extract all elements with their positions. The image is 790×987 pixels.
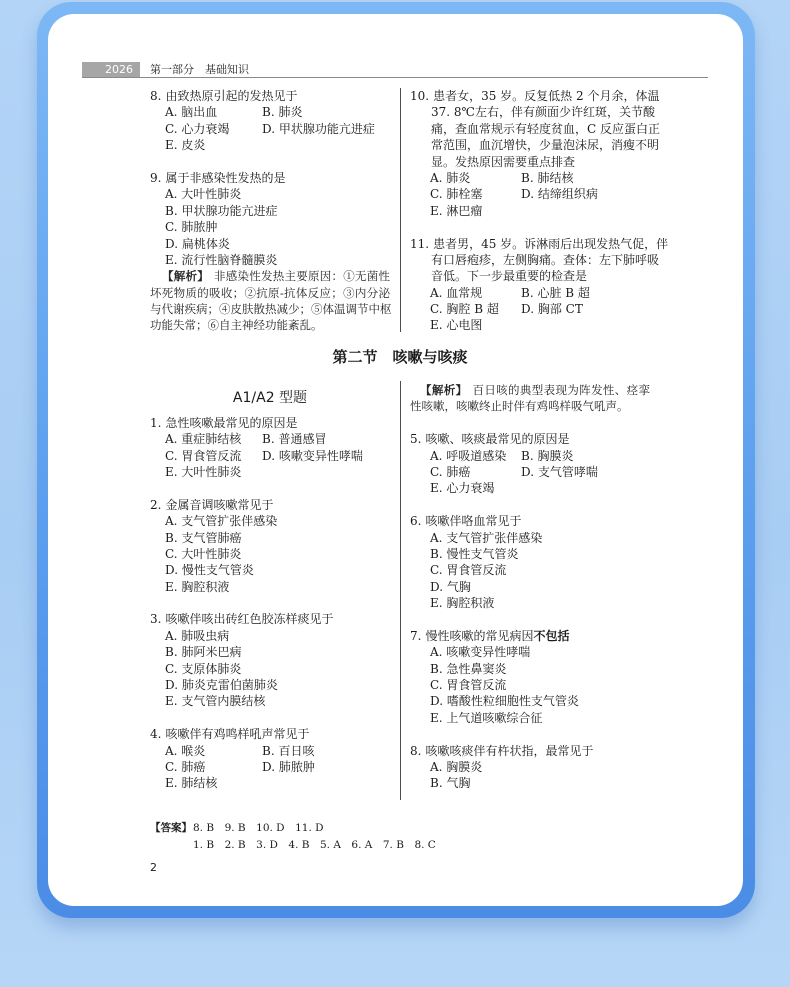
question-stem-line: 常范围，血沉增快，少量泡沫尿，消瘦不明: [431, 138, 660, 153]
analysis-text: 非感染性发热主要原因：①无菌性: [214, 269, 390, 284]
option-row: [410, 186, 650, 202]
option-c: C. 胃食管反流: [430, 678, 507, 693]
analysis-line: 性咳嗽，咳嗽终止时伴有鸡鸣样吸气吼声。: [410, 399, 629, 414]
question-block: [410, 743, 650, 792]
question-stem: 慢性咳嗽的常见病因: [425, 628, 534, 643]
question-block: [150, 415, 390, 481]
question-block: [410, 88, 660, 219]
header-year: 2026: [82, 62, 140, 78]
section-left-column: [150, 382, 390, 808]
question-stem: 患者女，35 岁。反复低热 2 个月余，体温: [433, 89, 660, 103]
option-c: C. 支原体肺炎: [165, 661, 242, 676]
analysis: [150, 268, 390, 334]
option-e: E. 心力衰竭: [430, 481, 495, 496]
option-e: E. 大叶性肺炎: [165, 464, 242, 479]
question-stem-line: [150, 170, 390, 186]
option-d: D. 结缔组织病: [521, 187, 598, 202]
option-b: B. 胸膜炎: [521, 448, 574, 463]
option-a: A. 喉炎: [165, 743, 206, 758]
question-number: 3.: [150, 612, 162, 627]
question-block: [150, 497, 390, 595]
question-block: [150, 170, 390, 334]
question-block: [150, 726, 390, 792]
column-divider: [400, 381, 401, 800]
option-e: E. 上气道咳嗽综合征: [430, 710, 543, 725]
option-row: [410, 448, 650, 464]
question-stem-line: [150, 497, 390, 513]
option-b: B. 百日咳: [262, 743, 315, 758]
option-c: C. 心力衰竭: [165, 121, 230, 136]
option-d: D. 甲状腺功能亢进症: [262, 121, 375, 136]
question-number: 6.: [410, 514, 422, 529]
option-b: B. 慢性支气管炎: [430, 546, 519, 561]
option-e: E. 支气管内膜结核: [165, 694, 266, 709]
question-number: 5.: [410, 432, 422, 447]
option-row: [410, 170, 650, 186]
option-e: E. 心电图: [430, 318, 483, 333]
question-number: 2.: [150, 497, 162, 512]
option-b: B. 心脏 B 超: [521, 285, 590, 300]
option-row: [150, 121, 390, 137]
option-row: [150, 448, 390, 464]
option-b: B. 急性鼻窦炎: [430, 661, 507, 676]
option-e: E. 肺结核: [165, 776, 218, 791]
analysis-line: [410, 382, 650, 398]
option-b: B. 气胸: [430, 776, 471, 791]
question-stem: 咳嗽伴咯血常见于: [425, 514, 522, 529]
option-row: [150, 431, 390, 447]
question-number: 8.: [150, 89, 162, 103]
option-a: A. 脑出血: [165, 105, 218, 120]
option-row: [410, 285, 650, 301]
answers-line: 8. B 9. B 10. D 11. D: [193, 822, 324, 834]
option-c: C. 胸腔 B 超: [430, 302, 499, 317]
analysis-text: 百日咳的典型表现为阵发性、痉挛: [472, 383, 651, 397]
question-block: [410, 431, 650, 497]
answers-line: 1. B 2. B 3. D 4. B 5. A 6. A 7. B 8. C: [193, 839, 436, 851]
option-e: E. 胸腔积液: [430, 596, 495, 611]
question-stem: 由致热原引起的发热见于: [165, 89, 298, 103]
question-number: 7.: [410, 628, 422, 643]
option-c: C. 胃食管反流: [165, 448, 242, 463]
option-b: B. 肺阿米巴病: [165, 645, 242, 660]
question-number: 10.: [410, 89, 430, 103]
question-block: [150, 88, 390, 154]
question-number: 8.: [410, 743, 422, 758]
analysis-line: 坏死物质的吸收；②抗原-抗体反应；③内分泌: [150, 285, 390, 300]
header-part-title: 第一部分 基础知识: [150, 63, 249, 76]
question-number: 11.: [410, 236, 430, 251]
analysis-line: 功能失常；⑥自主神经功能紊乱。: [150, 318, 323, 333]
option-b: B. 肺炎: [262, 105, 303, 120]
question-stem-line: [150, 611, 390, 627]
question-stem: 咳嗽伴咳出砖红色胶冻样痰见于: [165, 612, 334, 627]
answers-label: 【答案】: [150, 822, 192, 834]
page-number: 2: [150, 861, 157, 874]
option-b: B. 支气管肺癌: [165, 530, 242, 545]
question-stem: 咳嗽伴有鸡鸣样吼声常见于: [165, 727, 310, 742]
question-block: [150, 611, 390, 709]
option-d: D. 气胸: [430, 579, 471, 594]
section-right-column: [410, 382, 650, 808]
question-stem-line: 痛，查血常规示有轻度贫血，C 反应蛋白正: [431, 121, 660, 136]
top-left-column: [150, 88, 390, 350]
question-number: 9.: [150, 170, 162, 185]
question-stem: 咳嗽、咳痰最常见的原因是: [425, 432, 570, 447]
option-a: A. 支气管扩张伴感染: [165, 514, 278, 529]
option-d: D. 肺脓肿: [262, 760, 315, 774]
option-a: A. 咳嗽变异性哮喘: [430, 645, 531, 660]
option-d: D. 扁桃体炎: [165, 236, 230, 251]
option-c: C. 胃食管反流: [430, 563, 507, 578]
question-stem: 患者男，45 岁。诉淋雨后出现发热气促，伴: [433, 236, 669, 251]
analysis-label: 【解析】: [162, 269, 209, 284]
option-a: A. 重症肺结核: [165, 432, 242, 447]
option-b: B. 普通感冒: [262, 432, 327, 447]
question-stem-line: 音低。下一步最重要的检查是: [431, 269, 588, 284]
option-a: A. 胸膜炎: [430, 759, 483, 774]
question-stem-emphasis: 不包括: [533, 628, 570, 643]
option-c: C. 肺脓肿: [165, 220, 218, 235]
question-stem-line: [410, 236, 669, 252]
option-d: D. 嗜酸性粒细胞性支气管炎: [430, 694, 579, 709]
option-c: C. 肺栓塞: [430, 187, 483, 202]
analysis: [410, 382, 650, 415]
option-a: A. 血常规: [430, 285, 483, 300]
option-d: D. 慢性支气管炎: [165, 563, 254, 578]
analysis-label: 【解析】: [420, 383, 468, 397]
top-right-column: [410, 88, 669, 350]
option-row: [150, 759, 390, 775]
option-d: D. 支气管哮喘: [521, 464, 598, 479]
question-stem-line: [410, 743, 650, 759]
option-b: B. 甲状腺功能亢进症: [165, 203, 278, 218]
question-stem: 急性咳嗽最常见的原因是: [165, 415, 298, 430]
option-a: A. 大叶性肺炎: [165, 187, 242, 202]
question-block: [410, 628, 650, 726]
option-a: A. 肺吸虫病: [165, 628, 230, 643]
question-stem-line: [410, 628, 650, 644]
option-c: C. 大叶性肺炎: [165, 546, 242, 561]
question-stem-line: [410, 513, 650, 529]
question-stem-line: [410, 431, 650, 447]
option-row: [410, 464, 650, 480]
question-block: [410, 513, 650, 611]
question-stem: 金属音调咳嗽常见于: [165, 497, 274, 512]
option-b: B. 肺结核: [521, 170, 574, 185]
option-c: C. 肺癌: [430, 464, 471, 479]
question-type-heading: A1/A2 型题: [232, 390, 308, 406]
option-e: E. 皮炎: [165, 138, 206, 153]
analysis-line: [150, 268, 390, 284]
option-a: A. 呼吸道感染: [430, 448, 507, 463]
option-row: [150, 743, 390, 759]
option-d: D. 胸部 CT: [521, 302, 583, 317]
column-divider: [400, 88, 401, 332]
option-d: D. 肺炎克雷伯菌肺炎: [165, 678, 278, 693]
question-stem: 属于非感染性发热的是: [165, 170, 286, 185]
question-stem-line: [150, 88, 390, 104]
option-e: E. 流行性脑脊髓膜炎: [165, 252, 278, 267]
option-row: [410, 301, 650, 317]
question-number: 1.: [150, 415, 162, 430]
option-c: C. 肺癌: [165, 760, 206, 774]
option-a: A. 肺炎: [430, 170, 471, 185]
question-stem-line: [410, 88, 660, 104]
question-stem-line: 有口唇疱疹，左侧胸痛。查体：左下肺呼吸: [431, 252, 660, 267]
question-number: 4.: [150, 727, 162, 742]
question-stem-line: [150, 415, 390, 431]
question-stem-line: 显。发热原因需要重点排查: [431, 154, 576, 169]
question-stem-line: 37. 8℃左右，伴有颜面少许红斑，关节酸: [431, 105, 655, 120]
header-rule: [82, 77, 708, 78]
question-stem: 咳嗽咳痰伴有杵状指，最常见于: [425, 743, 594, 758]
option-d: D. 咳嗽变异性哮喘: [262, 448, 363, 463]
option-a: A. 支气管扩张伴感染: [430, 530, 543, 545]
option-row: [150, 104, 390, 120]
question-stem-line: [150, 726, 390, 742]
option-e: E. 胸腔积液: [165, 579, 230, 594]
option-e: E. 淋巴瘤: [430, 203, 483, 218]
analysis-line: 与代谢疾病；④皮肤散热减少；⑤体温调节中枢: [150, 302, 392, 317]
section-title: 第二节 咳嗽与咳痰: [332, 348, 468, 366]
question-block: [410, 236, 669, 334]
